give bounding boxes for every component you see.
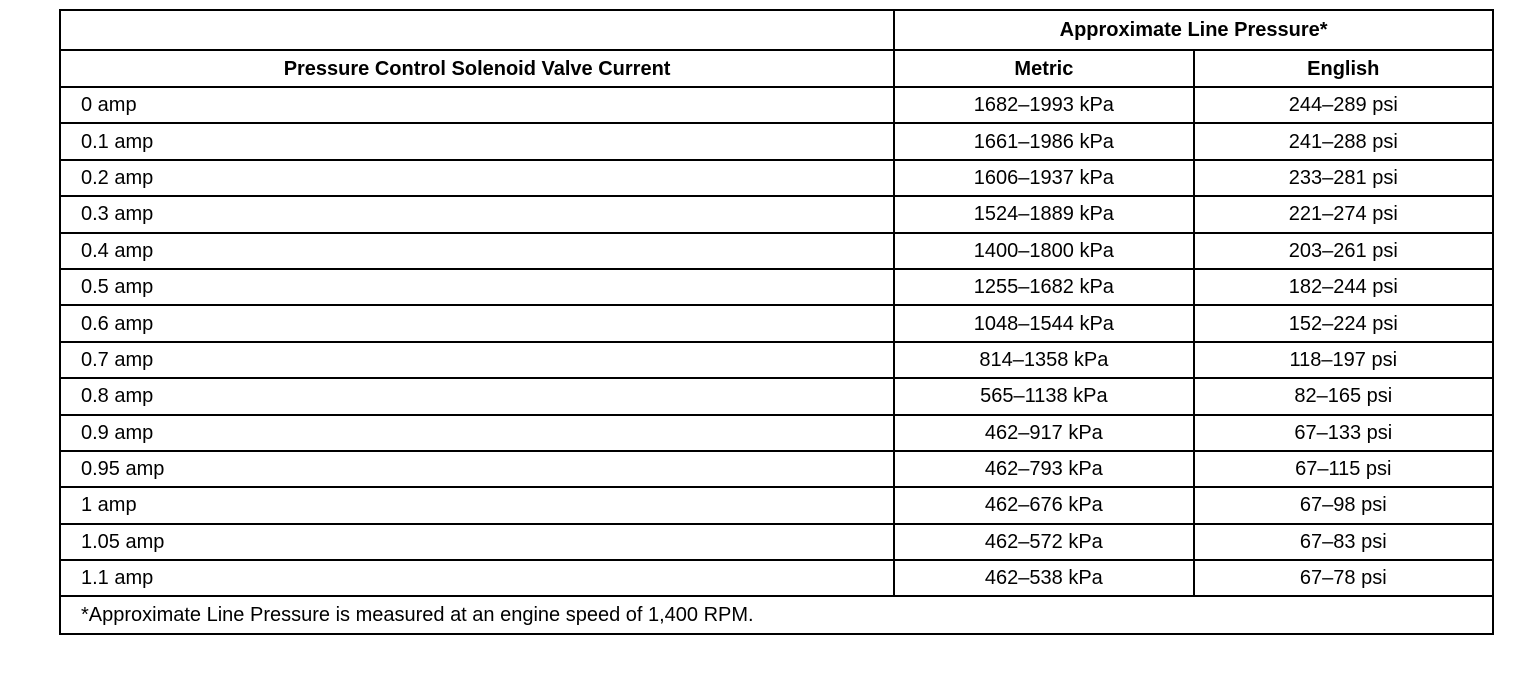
header-row-top — [60, 10, 1493, 50]
current-value-cell: 0.2 amp — [60, 160, 894, 196]
metric-value-cell: 1400–1800 kPa — [894, 233, 1193, 269]
current-value-cell: 0 amp — [60, 87, 894, 123]
table-row — [60, 487, 1493, 523]
table-row — [60, 196, 1493, 232]
english-value-cell: 67–98 psi — [1194, 487, 1493, 523]
footnote-text: *Approximate Line Pressure is measured at an engine speed of 1,400 RPM. — [60, 596, 1493, 634]
metric-value-cell: 1048–1544 kPa — [894, 305, 1193, 341]
current-value-cell: 1.05 amp — [60, 524, 894, 560]
current-value-cell: 1.1 amp — [60, 560, 894, 596]
english-value-cell: 152–224 psi — [1194, 305, 1493, 341]
current-value-cell: 0.1 amp — [60, 123, 894, 159]
current-column-header: Pressure Control Solenoid Valve Current — [60, 50, 894, 87]
metric-column-header: Metric — [894, 50, 1193, 87]
metric-value-cell: 1255–1682 kPa — [894, 269, 1193, 305]
english-value-cell: 67–83 psi — [1194, 524, 1493, 560]
line-pressure-group-header: Approximate Line Pressure* — [894, 10, 1493, 50]
current-value-cell: 0.7 amp — [60, 342, 894, 378]
current-value-cell: 0.8 amp — [60, 378, 894, 414]
english-value-cell: 233–281 psi — [1194, 160, 1493, 196]
table-row — [60, 160, 1493, 196]
metric-value-cell: 462–793 kPa — [894, 451, 1193, 487]
metric-value-cell: 1606–1937 kPa — [894, 160, 1193, 196]
metric-value-cell: 1661–1986 kPa — [894, 123, 1193, 159]
metric-value-cell: 1682–1993 kPa — [894, 87, 1193, 123]
table-row — [60, 524, 1493, 560]
metric-value-cell: 462–676 kPa — [894, 487, 1193, 523]
english-value-cell: 244–289 psi — [1194, 87, 1493, 123]
table-row — [60, 269, 1493, 305]
footnote-row — [60, 596, 1493, 634]
current-value-cell: 0.3 amp — [60, 196, 894, 232]
table-row — [60, 87, 1493, 123]
metric-value-cell: 462–917 kPa — [894, 415, 1193, 451]
pressure-spec-table — [59, 9, 1494, 635]
table-row — [60, 451, 1493, 487]
english-column-header: English — [1194, 50, 1493, 87]
metric-value-cell: 565–1138 kPa — [894, 378, 1193, 414]
metric-value-cell: 814–1358 kPa — [894, 342, 1193, 378]
current-value-cell: 0.6 amp — [60, 305, 894, 341]
current-value-cell: 0.5 amp — [60, 269, 894, 305]
table-row — [60, 560, 1493, 596]
table-row — [60, 342, 1493, 378]
english-value-cell: 203–261 psi — [1194, 233, 1493, 269]
table-row — [60, 233, 1493, 269]
metric-value-cell: 462–572 kPa — [894, 524, 1193, 560]
table-row — [60, 415, 1493, 451]
english-value-cell: 182–244 psi — [1194, 269, 1493, 305]
english-value-cell: 82–165 psi — [1194, 378, 1493, 414]
current-value-cell: 1 amp — [60, 487, 894, 523]
table-row — [60, 123, 1493, 159]
current-value-cell: 0.95 amp — [60, 451, 894, 487]
current-value-cell: 0.4 amp — [60, 233, 894, 269]
current-value-cell: 0.9 amp — [60, 415, 894, 451]
header-empty-cell — [60, 10, 894, 50]
table-row — [60, 378, 1493, 414]
header-row-columns — [60, 50, 1493, 87]
metric-value-cell: 1524–1889 kPa — [894, 196, 1193, 232]
table-row — [60, 305, 1493, 341]
english-value-cell: 67–133 psi — [1194, 415, 1493, 451]
english-value-cell: 67–115 psi — [1194, 451, 1493, 487]
english-value-cell: 67–78 psi — [1194, 560, 1493, 596]
metric-value-cell: 462–538 kPa — [894, 560, 1193, 596]
english-value-cell: 221–274 psi — [1194, 196, 1493, 232]
english-value-cell: 241–288 psi — [1194, 123, 1493, 159]
english-value-cell: 118–197 psi — [1194, 342, 1493, 378]
